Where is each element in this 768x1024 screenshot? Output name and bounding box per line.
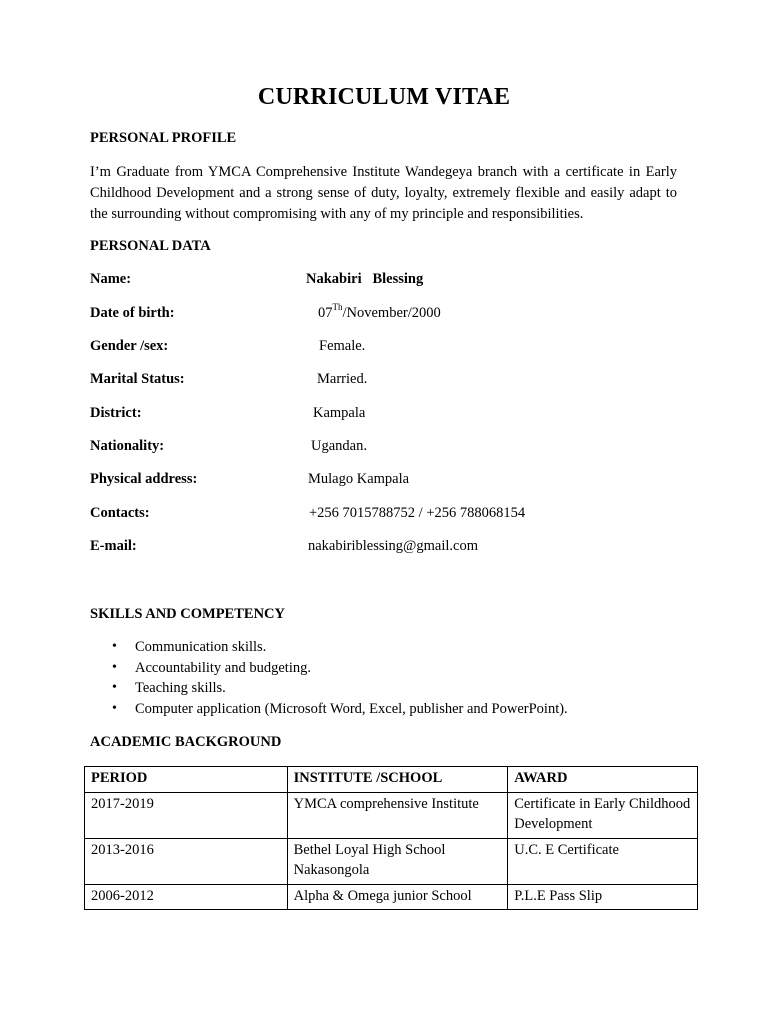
award-cell: P.L.E Pass Slip bbox=[508, 884, 698, 910]
academic-heading: ACADEMIC BACKGROUND bbox=[90, 734, 282, 750]
bullet-icon: • bbox=[112, 659, 117, 675]
name-value: Nakabiri Blessing bbox=[306, 271, 424, 287]
nationality-row bbox=[90, 438, 690, 458]
gender-row bbox=[90, 338, 690, 358]
period-cell: 2006-2012 bbox=[85, 884, 288, 910]
skills-heading: SKILLS AND COMPETENCY bbox=[90, 606, 285, 622]
list-item bbox=[90, 699, 568, 720]
dob-month-year: /November/2000 bbox=[342, 305, 441, 321]
list-item bbox=[90, 658, 568, 679]
marital-row bbox=[90, 371, 690, 391]
skill-text: Accountability and budgeting. bbox=[135, 659, 311, 676]
contacts-label: Contacts: bbox=[90, 505, 150, 521]
personal-profile-text: I’m Graduate from YMCA Comprehensive Institute Wandegeya branch with a certificate in Early Childhood Development and a strong sense of duty, loyalty, extremely flexible and easily adapt to the surrounding without compromising with any of my principle and responsibilities. bbox=[90, 164, 677, 222]
institute-cell: YMCA comprehensive Institute bbox=[287, 792, 508, 838]
district-value: Kampala bbox=[313, 405, 366, 421]
document-title: CURRICULUM VITAE bbox=[257, 84, 511, 110]
skill-text: Teaching skills. bbox=[135, 680, 226, 696]
bullet-icon: • bbox=[112, 700, 117, 716]
table-row bbox=[85, 838, 698, 884]
contacts-value: +256 7015788752 / +256 788068154 bbox=[309, 505, 526, 521]
marital-value: Married. bbox=[317, 371, 368, 387]
award-cell: Certificate in Early Childhood Development bbox=[508, 792, 698, 838]
marital-label: Marital Status: bbox=[90, 371, 185, 387]
district-label: District: bbox=[90, 405, 142, 421]
academic-table bbox=[84, 766, 698, 910]
dob-row bbox=[90, 302, 690, 325]
column-header-award: AWARD bbox=[508, 767, 698, 793]
list-item bbox=[90, 678, 568, 699]
personal-data-heading: PERSONAL DATA bbox=[90, 238, 211, 254]
personal-profile-heading: PERSONAL PROFILE bbox=[90, 130, 237, 146]
column-header-period: PERIOD bbox=[85, 767, 288, 793]
skills-list bbox=[90, 637, 568, 719]
address-label: Physical address: bbox=[90, 471, 198, 487]
bullet-icon: • bbox=[112, 639, 117, 654]
nationality-label: Nationality: bbox=[90, 438, 165, 454]
period-cell: 2017-2019 bbox=[85, 792, 288, 838]
email-row bbox=[90, 538, 690, 558]
address-value: Mulago Kampala bbox=[308, 471, 410, 487]
table-header-row bbox=[85, 767, 698, 793]
email-label: E-mail: bbox=[90, 538, 137, 554]
list-item bbox=[90, 637, 568, 658]
address-row bbox=[90, 471, 690, 491]
dob-suffix: Th bbox=[332, 302, 343, 312]
column-header-institute: INSTITUTE /SCHOOL bbox=[287, 767, 508, 793]
period-cell: 2013-2016 bbox=[85, 838, 288, 884]
institute-cell: Alpha & Omega junior School bbox=[287, 884, 508, 910]
name-row bbox=[90, 271, 690, 291]
dob-value bbox=[318, 302, 441, 322]
contacts-row bbox=[90, 505, 690, 525]
bullet-icon: • bbox=[112, 680, 117, 695]
dob-label: Date of birth: bbox=[90, 305, 175, 321]
district-row bbox=[90, 405, 690, 425]
nationality-value: Ugandan. bbox=[311, 438, 367, 454]
table-row bbox=[85, 884, 698, 910]
name-label: Name: bbox=[90, 271, 132, 287]
gender-value: Female. bbox=[319, 338, 366, 354]
table-row bbox=[85, 792, 698, 838]
award-cell: U.C. E Certificate bbox=[508, 838, 698, 884]
skill-text: Communication skills. bbox=[135, 639, 267, 655]
dob-day: 07 bbox=[318, 305, 333, 321]
email-value: nakabiriblessing@gmail.com bbox=[308, 538, 478, 554]
institute-cell: Bethel Loyal High School Nakasongola bbox=[287, 838, 508, 884]
skill-text: Computer application (Microsoft Word, Excel, publisher and PowerPoint). bbox=[135, 700, 568, 717]
gender-label: Gender /sex: bbox=[90, 338, 169, 354]
